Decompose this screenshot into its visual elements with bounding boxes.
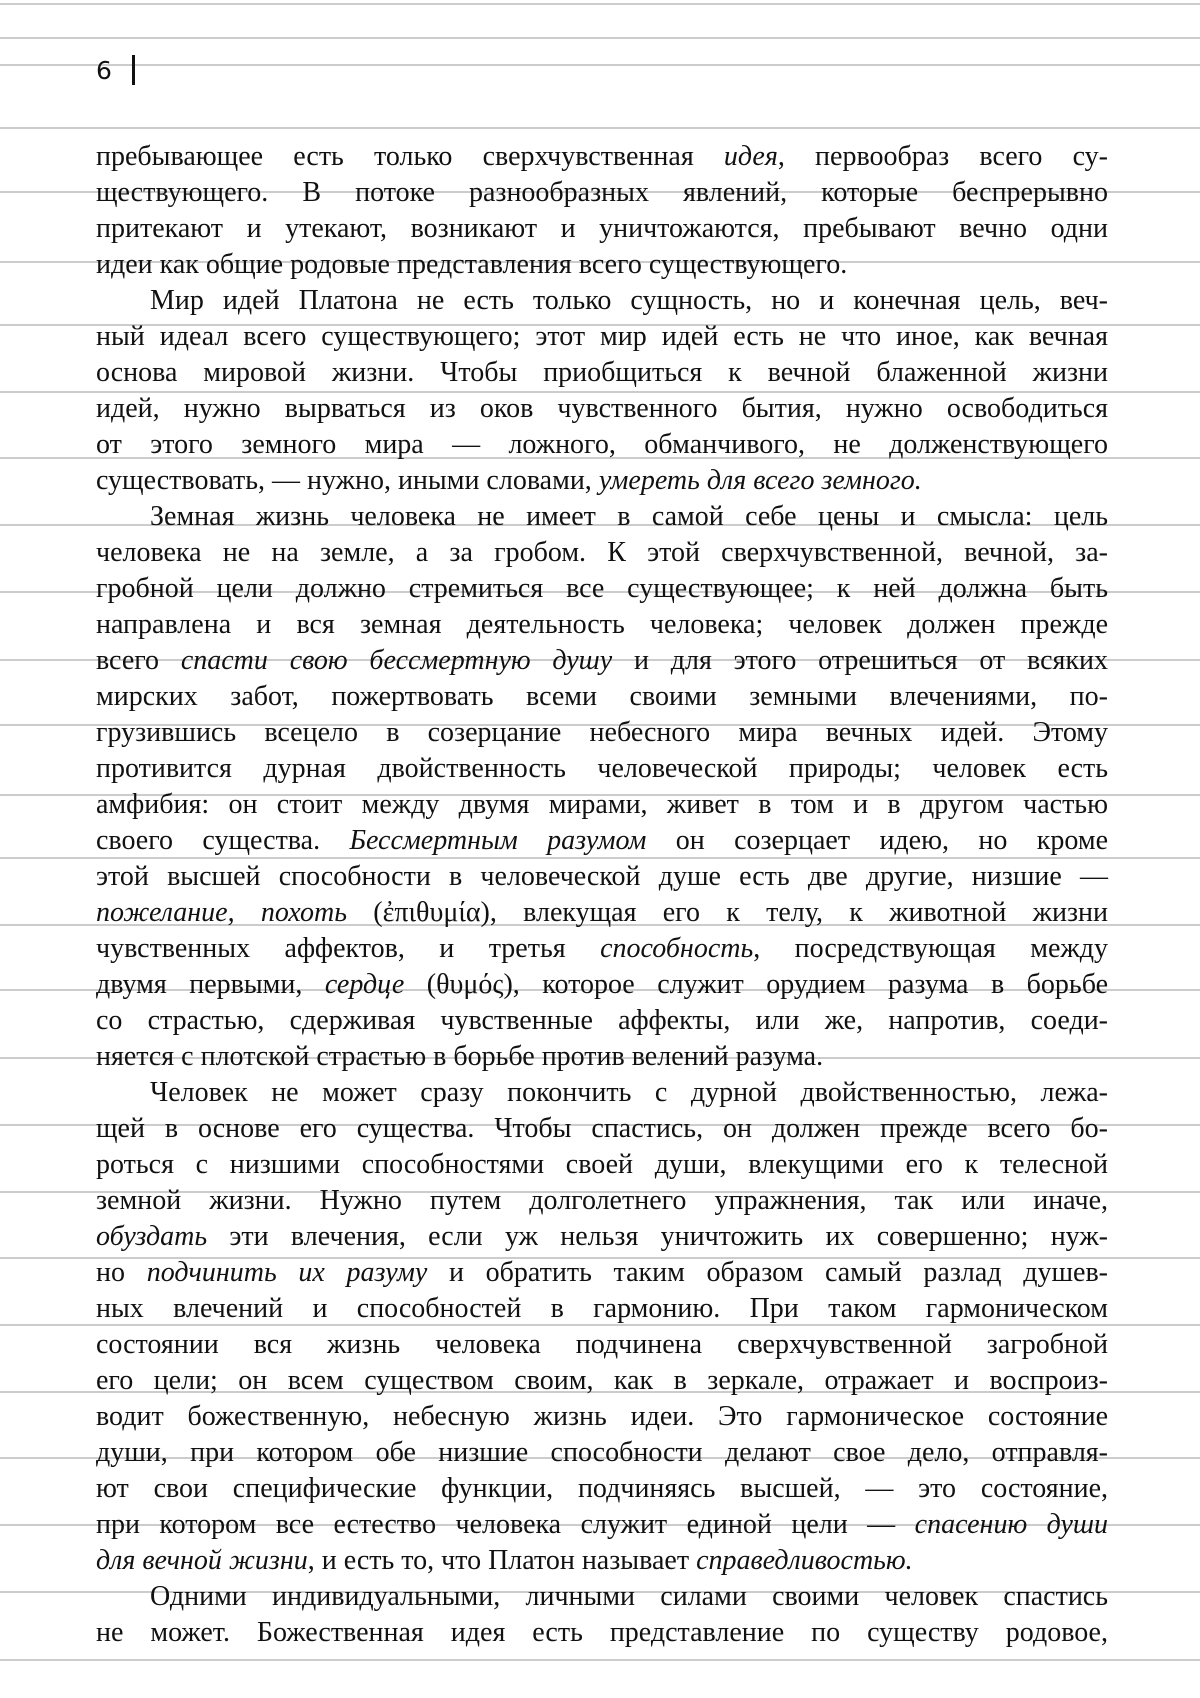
italic-run: справедливостью.	[696, 1545, 913, 1576]
text-line	[96, 679, 1108, 715]
text-run: от этого земного мира — ложного, обманчивого, не долженствующего	[96, 429, 1108, 460]
italic-run: спасению души	[914, 1509, 1109, 1540]
text-line	[96, 1363, 1108, 1399]
text-line	[96, 787, 1108, 823]
paragraph	[96, 139, 1108, 283]
text-line	[96, 1183, 1108, 1219]
text-run: идеи как общие родовые представления всего существующего.	[96, 249, 848, 280]
text-run: состоянии вся жизнь человека подчинена сверхчувственной загробной	[96, 1329, 1108, 1360]
italic-run: Бессмертным разумом	[349, 825, 647, 856]
text-line	[96, 1507, 1108, 1543]
paragraph	[96, 283, 1108, 499]
text-line	[96, 607, 1108, 643]
text-run: амфибия: он стоит между двумя мирами, живет в том и в другом частью	[96, 789, 1108, 820]
italic-run: обуздать	[96, 1221, 208, 1252]
text-run: но	[96, 1257, 147, 1288]
text-line	[96, 1399, 1108, 1435]
text-line	[96, 1543, 1108, 1579]
text-run: его цели; он всем существом своим, как в зеркале, отражает и воспроиз-	[96, 1365, 1108, 1396]
text-line	[96, 1075, 1108, 1111]
text-run: притекают и утекают, возникают и уничтожаются, пребывают вечно одни	[96, 213, 1108, 244]
text-run: ют свои специфические функции, подчиняясь высшей, — это состояние,	[96, 1473, 1108, 1504]
text-run: всего	[96, 645, 181, 676]
paragraph	[96, 1075, 1108, 1579]
body-text	[96, 139, 1108, 1651]
text-run: Мир идей Платона не есть только сущность, но и конечная цель, веч-	[150, 285, 1108, 316]
italic-run: подчинить их разуму	[146, 1257, 428, 1288]
text-run: Одними индивидуальными, личными силами своими человек спастись	[150, 1581, 1108, 1612]
text-line	[96, 823, 1108, 859]
text-line	[96, 1039, 1108, 1075]
text-run: он созерцает идею, но кроме	[646, 825, 1108, 856]
text-line	[96, 895, 1108, 931]
text-run: существовать, — нужно, иными словами,	[96, 465, 599, 496]
italic-run: для вечной жизни	[96, 1545, 308, 1576]
text-line	[96, 535, 1108, 571]
text-line	[96, 1327, 1108, 1363]
text-line	[96, 1003, 1108, 1039]
text-line	[96, 1615, 1108, 1651]
text-line	[96, 967, 1108, 1003]
text-line	[96, 1435, 1108, 1471]
text-line	[96, 175, 1108, 211]
text-run: этой высшей способности в человеческой душе есть две другие, низшие —	[96, 861, 1108, 892]
text-run: , посредствующая между	[753, 933, 1108, 964]
text-line	[96, 1291, 1108, 1327]
text-run: и обратить таким образом самый разлад душев-	[427, 1257, 1109, 1288]
text-run: не может. Божественная идея есть представление по существу родовое,	[96, 1617, 1108, 1648]
text-line	[96, 571, 1108, 607]
text-run: (ἐπιθυμία), влекущая его к телу, к животной жизни	[347, 897, 1108, 928]
text-run: земной жизни. Нужно путем долголетнего упражнения, так или иначе,	[96, 1185, 1108, 1216]
italic-run: спасти свою бессмертную душу	[180, 645, 613, 676]
text-line	[96, 1219, 1108, 1255]
text-line	[96, 1147, 1108, 1183]
text-run: чувственных аффектов, и третья	[96, 933, 601, 964]
text-run: эти влечения, если уж нельзя уничтожить их совершенно; нуж-	[207, 1221, 1108, 1252]
text-run: гробной цели должно стремиться все существующее; к ней должна быть	[96, 573, 1108, 604]
text-line	[96, 139, 1108, 175]
text-run: (θυμός), которое служит орудием разума в борьбе	[404, 969, 1108, 1000]
text-line	[96, 715, 1108, 751]
italic-run: пожелание, похоть	[96, 897, 347, 928]
text-run: двумя первыми,	[96, 969, 325, 1000]
text-run: ных влечений и способностей в гармонию. При таком гармоническом	[96, 1293, 1108, 1324]
text-line	[96, 319, 1108, 355]
text-run: щей в основе его существа. Чтобы спастись, он должен прежде всего бо-	[96, 1113, 1108, 1144]
text-line	[96, 427, 1108, 463]
text-run: направлена и вся земная деятельность человека; человек должен прежде	[96, 609, 1108, 640]
text-run: Человек не может сразу покончить с дурной двойственностью, лежа-	[150, 1077, 1108, 1108]
text-line	[96, 499, 1108, 535]
paragraph	[96, 499, 1108, 1075]
page-number: 6	[96, 55, 112, 85]
text-line	[96, 1255, 1108, 1291]
text-run: водит божественную, небесную жизнь идеи. Это гармоническое состояние	[96, 1401, 1108, 1432]
text-run: ществующего. В потоке разнообразных явлений, которые беспрерывно	[96, 177, 1108, 208]
italic-run: способность	[600, 933, 754, 964]
text-run: ный идеал всего существующего; этот мир идей есть не что иное, как вечная	[96, 321, 1108, 352]
text-line	[96, 247, 1108, 283]
text-line	[96, 1111, 1108, 1147]
text-line	[96, 211, 1108, 247]
text-line	[96, 1471, 1108, 1507]
text-run: и для этого отрешиться от всяких	[612, 645, 1108, 676]
text-line	[96, 643, 1108, 679]
text-line	[96, 1579, 1108, 1615]
text-line	[96, 859, 1108, 895]
italic-run: умереть для всего земного.	[598, 465, 922, 496]
text-run: пребывающее есть только сверхчувственная	[96, 141, 724, 172]
text-line	[96, 391, 1108, 427]
text-run: идей, нужно вырваться из оков чувственного бытия, нужно освободиться	[96, 393, 1108, 424]
text-run: Земная жизнь человека не имеет в самой себе цены и смысла: цель	[150, 501, 1108, 532]
text-line	[96, 463, 1108, 499]
text-line	[96, 283, 1108, 319]
text-run: души, при котором обе низшие способности делают свое дело, отправля-	[96, 1437, 1108, 1468]
text-run: няется с плотской страстью в борьбе против велений разума.	[96, 1041, 824, 1072]
text-line	[96, 751, 1108, 787]
header-divider	[132, 55, 135, 85]
text-run: роться с низшими способностями своей души, влекущими его к телесной	[96, 1149, 1108, 1180]
text-run: человека не на земле, а за гробом. К этой сверхчувственной, вечной, за-	[96, 537, 1108, 568]
text-run: при котором все естество человека служит единой цели —	[96, 1509, 915, 1540]
page-header	[96, 50, 135, 90]
italic-run: идея	[723, 141, 778, 172]
text-run: , первообраз всего су-	[777, 141, 1108, 172]
text-line	[96, 931, 1108, 967]
text-run: своего существа.	[96, 825, 350, 856]
paragraph	[96, 1579, 1108, 1651]
text-run: противится дурная двойственность человеческой природы; человек есть	[96, 753, 1108, 784]
text-run: мирских забот, пожертвовать всеми своими земными влечениями, по-	[96, 681, 1108, 712]
text-run: со страстью, сдерживая чувственные аффекты, или же, напротив, соеди-	[96, 1005, 1108, 1036]
italic-run: сердце	[324, 969, 405, 1000]
text-run: основа мировой жизни. Чтобы приобщиться к вечной блаженной жизни	[96, 357, 1108, 388]
text-run: грузившись всецело в созерцание небесного мира вечных идей. Этому	[96, 717, 1108, 748]
text-line	[96, 355, 1108, 391]
text-run: , и есть то, что Платон называет	[307, 1545, 697, 1576]
